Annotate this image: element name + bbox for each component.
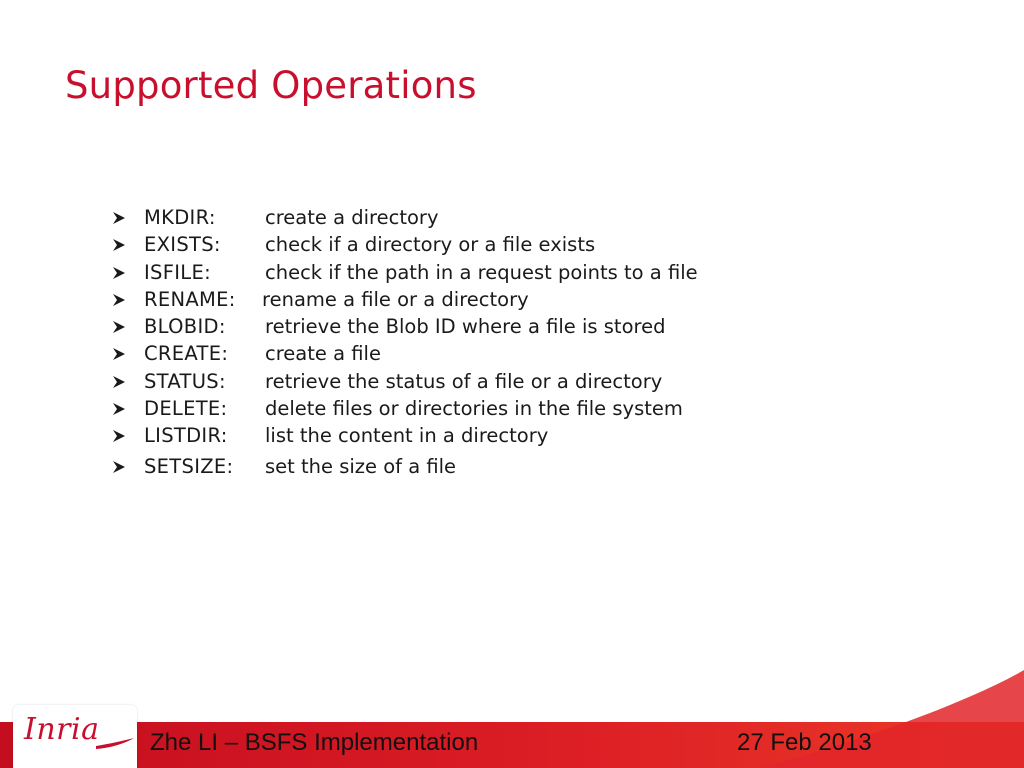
arrowhead-bullet-icon [112, 266, 126, 280]
operation-name: STATUS: [144, 369, 226, 393]
operation-name: ISFILE: [144, 260, 211, 284]
arrowhead-bullet-icon [112, 402, 126, 416]
operation-name: LISTDIR: [144, 424, 228, 448]
operation-description: check if the path in a request points to a file [265, 260, 698, 284]
operation-description: create a file [265, 342, 381, 366]
operation-name: CREATE: [144, 342, 229, 366]
arrowhead-bullet-icon [112, 238, 126, 252]
arrowhead-bullet-icon [112, 429, 126, 443]
operation-description: rename a file or a directory [262, 287, 529, 311]
arrowhead-bullet-icon [112, 460, 126, 474]
operation-description: create a directory [265, 206, 439, 229]
footer-date: 27 Feb 2013 [737, 729, 872, 756]
operation-description: list the content in a directory [265, 424, 549, 448]
operation-name: MKDIR: [144, 206, 216, 229]
operation-name: BLOBID: [144, 315, 226, 339]
operation-name: SETSIZE: [144, 454, 234, 478]
arrowhead-bullet-icon [112, 211, 126, 225]
operation-description: set the size of a file [265, 454, 457, 478]
arrowhead-bullet-icon [112, 293, 126, 307]
operation-description: check if a directory or a file exists [265, 233, 596, 257]
arrowhead-bullet-icon [112, 375, 126, 389]
arrowhead-bullet-icon [112, 347, 126, 361]
operation-name: EXISTS: [144, 233, 221, 257]
slide-title: Supported Operations [65, 64, 477, 107]
logo-swoosh-icon [24, 724, 136, 760]
operation-description: retrieve the Blob ID where a file is stored [265, 315, 666, 339]
operation-description: delete files or directories in the file system [265, 397, 683, 421]
footer-presenter-title: Zhe LI – BSFS Implementation [150, 729, 479, 756]
operation-name: DELETE: [144, 397, 228, 421]
arrowhead-bullet-icon [112, 320, 126, 334]
operation-description: retrieve the status of a file or a directory [265, 369, 663, 393]
operation-name: RENAME: [144, 287, 236, 311]
inria-logo: Inria [24, 712, 100, 747]
